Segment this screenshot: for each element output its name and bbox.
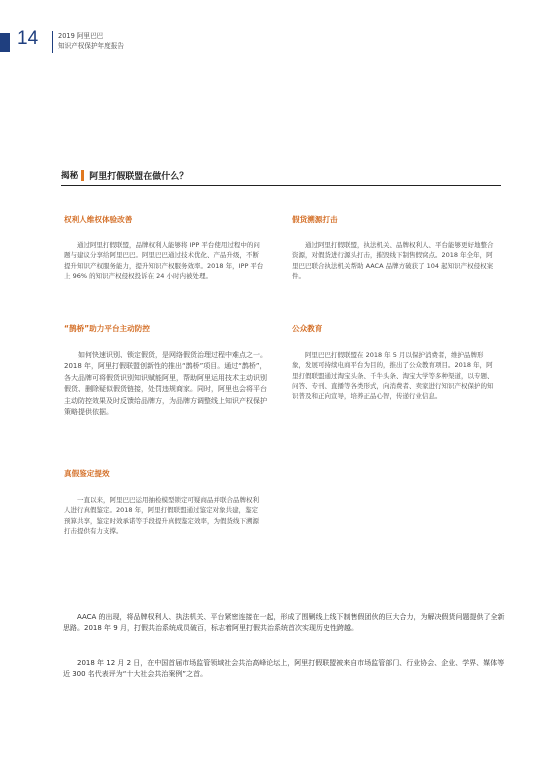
report-title-line1: 2019 阿里巴巴 — [58, 32, 104, 40]
header-color-block — [0, 33, 10, 52]
section-text-traceback: 通过阿里打假联盟，执法机关、品牌权利人、平台能够更好地整合资源，对假货进行源头打击，摧毁线下制售假窝点。2018 年全年，阿里巴巴联合执法机关帮助 AACA 品牌方破获了 104 起知识产权侵权案件。 — [292, 241, 494, 280]
section-text-authentication: 一直以来，阿里巴巴运用抽检模型锁定可疑商品并联合品牌权利人进行真假鉴定。2018 年，阿里打假联盟通过鉴定对象共建，鉴定预算共享，鉴定时效承诺等手段提升真假鉴定效率，为假货线下溯源打击提供有力支撑。 — [64, 496, 259, 535]
body-paragraph-2: 2018 年 12 月 2 日，在中国首届市场监管领域社会共治高峰论坛上，阿里打假联盟被来自市场监管部门、行业协会、企业、学界、媒体等近 300 名代表评为“十大社会共治案例”之首。 — [63, 659, 505, 679]
box-title-row — [61, 167, 188, 183]
section-text-public-education: 阿里巴巴打假联盟在 2018 年 5 月以保护消费者，维护品牌形象，发展可持续电商平台为目的，推出了公众教育项目。2018 年，阿里打假联盟通过淘宝头条、千牛头条、淘宝大学等多种渠道，以专题、问答、专刊、直播等各类形式，向消费者、卖家进行知识产权保护的知识普及和正向宣导，培养正品心智，传递行业信息。 — [292, 351, 494, 401]
orange-marker — [81, 170, 84, 181]
section-heading-traceback: 假货溯源打击 — [292, 215, 338, 224]
section-heading-public-education: 公众教育 — [292, 324, 323, 333]
report-title — [58, 31, 124, 51]
section-text-rights-holder: 通过阿里打假联盟，品牌权利人能够将 IPP 平台使用过程中的问题与建议分享给阿里巴巴。阿里巴巴通过技术优化、产品升级，不断提升知识产权服务能力，提升知识产权服务效率。2018 年，IPP 平台上 96% 的知识产权侵权投诉在 24 小时内被处理。 — [64, 241, 264, 280]
body-paragraph-1: AACA 的出现，将品牌权利人、执法机关、平台紧密连接在一起，形成了围剿线上线下制售假团伙的巨大合力，为解决假货问题提供了全新思路。2018 年 9 月，打假共治系统成员破百，标志着阿里打假共治系统首次实现历史性跨越。 — [63, 613, 505, 633]
box-tag: 揭秘 — [61, 171, 79, 181]
section-heading-queqiao: “鹊桥”助力平台主动防控 — [64, 324, 150, 333]
header-divider — [52, 31, 53, 53]
section-heading-rights-holder: 权利人维权体验改善 — [64, 215, 133, 224]
box-title-rule — [61, 185, 501, 186]
section-heading-authentication: 真假鉴定提效 — [64, 469, 110, 478]
report-title-line2: 知识产权保护年度报告 — [58, 42, 124, 50]
section-text-queqiao: 如何快速识别、锁定假货，是网络假货治理过程中难点之一。2018 年，阿里打假联盟创新性的推出“鹊桥”项目。通过“鹊桥”，各大品牌可将假货识别知识赋能阿里，帮助阿里运用技术主动识别假货、删除疑似假货链接，处罚违规商家。同时，阿里也会将平台主动防控效果及时反馈给品牌方，为品牌方调整线上知识产权保护策略提供依据。 — [64, 351, 267, 417]
box-title: 阿里打假联盟在做什么？ — [89, 171, 189, 182]
page-number: 14 — [17, 28, 39, 49]
